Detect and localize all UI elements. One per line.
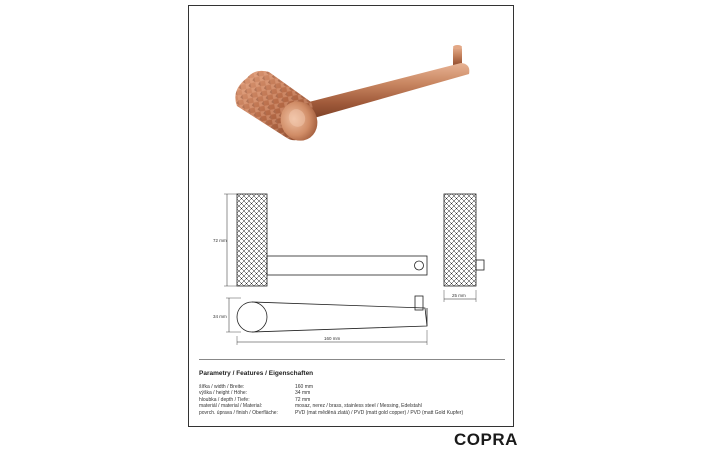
top-view-bar bbox=[252, 302, 427, 332]
height-dimension-label: 72 mm bbox=[213, 238, 227, 243]
spec-row bbox=[199, 410, 509, 416]
bar bbox=[301, 63, 469, 120]
depth-dimension-label: 34 mm bbox=[213, 314, 227, 319]
section-divider bbox=[199, 359, 505, 360]
side-width-dimension-label: 25 mm bbox=[452, 293, 466, 298]
spec-label: výška / height / Höhe: bbox=[199, 390, 248, 397]
front-view-bar bbox=[267, 256, 427, 275]
brand-name: COPRA bbox=[454, 430, 518, 449]
spec-value: 160 mm bbox=[295, 384, 314, 390]
product-photo bbox=[189, 6, 515, 191]
side-view-knurl bbox=[444, 194, 476, 286]
spec-label: materiál / material / Material: bbox=[199, 403, 263, 410]
top-view-disc bbox=[237, 302, 267, 332]
spec-value: mosaz, nerez / brass, stainless steel / Messing, Edelstahl bbox=[295, 403, 422, 410]
spec-label: povrch. úprava / finish / Oberfläche: bbox=[199, 409, 278, 416]
product-sheet bbox=[188, 5, 514, 427]
width-dimension-label: 160 mm bbox=[324, 336, 341, 341]
front-view-knurl bbox=[237, 194, 267, 286]
spec-label: šířka / width / Breite: bbox=[199, 384, 245, 390]
specs-heading: Parametry / Features / Eigenschaften bbox=[199, 370, 314, 377]
spec-label: hloubka / depth / Tiefe: bbox=[199, 396, 250, 403]
specs-table bbox=[199, 384, 509, 416]
spec-value: 72 mm bbox=[295, 396, 311, 403]
spec-value: 34 mm bbox=[295, 390, 311, 397]
technical-drawing bbox=[189, 186, 515, 356]
spec-value: PVD (mat měděná zlatá) / PVD (matt gold copper) / PVD (matt Gold Kupfer) bbox=[295, 409, 464, 416]
